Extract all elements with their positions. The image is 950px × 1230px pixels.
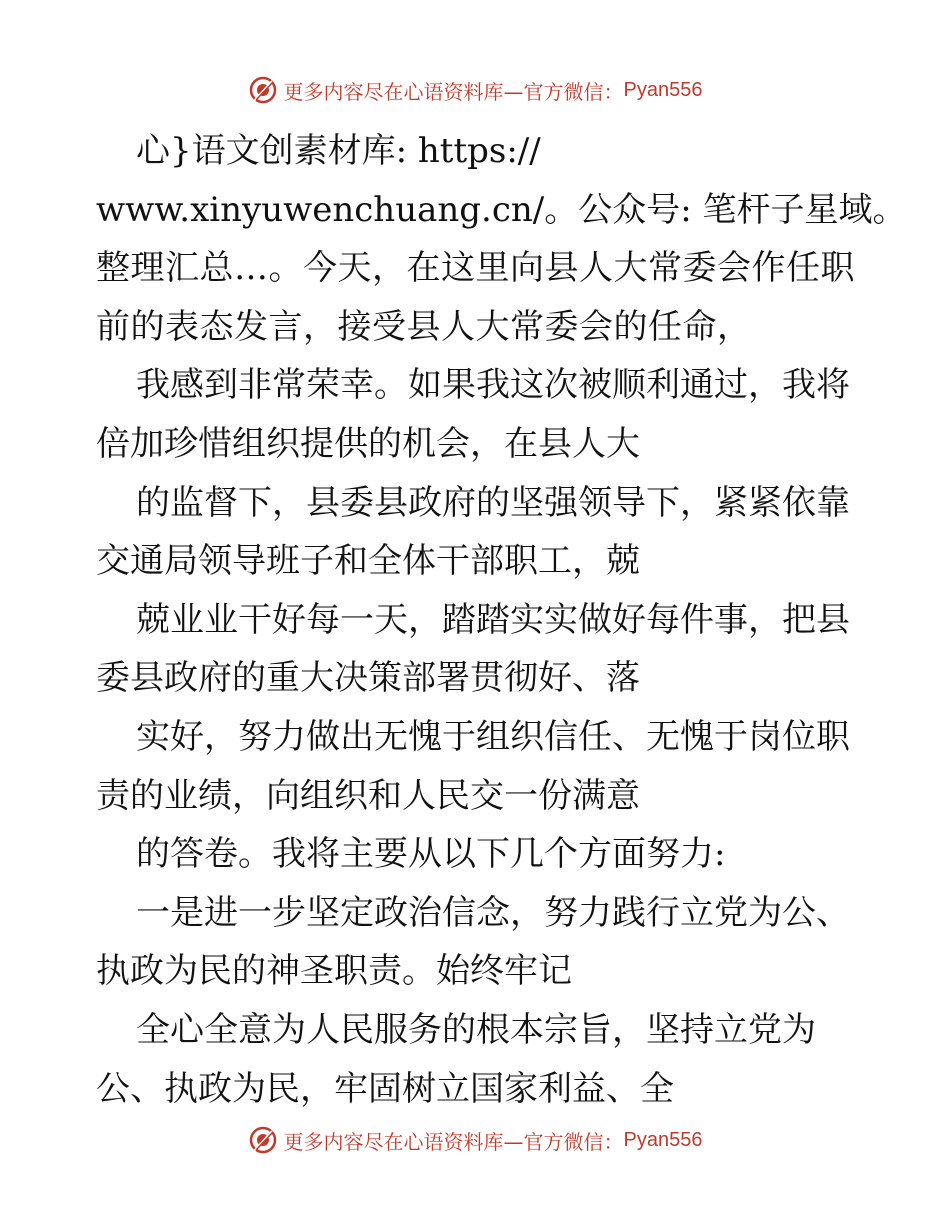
- body-line: 一是进一步坚定政治信念，努力践行立党为公、: [136, 892, 850, 933]
- quill-logo-icon: [248, 1125, 278, 1155]
- body-line: 执政为民的神圣职责。始终牢记: [96, 951, 572, 992]
- body-line: www.xinyuwenchuang.cn/。公众号: 笔杆子星域。: [96, 189, 907, 230]
- body-line: 交通局领导班子和全体干部职工，兢: [96, 541, 640, 582]
- footer-banner-text: 更多内容尽在心语资料库—官方微信：: [283, 1129, 624, 1154]
- body-line: 兢业业干好每一天，踏踏实实做好每件事，把县: [136, 599, 850, 640]
- header-wechat-id: Pyan556: [623, 78, 703, 101]
- body-line: 实好，努力做出无愧于组织信任、无愧于岗位职: [136, 716, 850, 757]
- quill-logo-icon: [248, 75, 278, 105]
- header-banner: [0, 70, 950, 110]
- header-banner-text: 更多内容尽在心语资料库—官方微信：: [283, 79, 624, 104]
- document-body: [96, 122, 907, 1118]
- body-line: 我感到非常荣幸。如果我这次被顺利通过，我将: [136, 365, 850, 406]
- body-line: 责的业绩，向组织和人民交一份满意: [96, 775, 640, 816]
- body-line: 整理汇总…。今天，在这里向县人大常委会作任职: [96, 248, 855, 289]
- body-line: 公、执政为民，牢固树立国家利益、全: [96, 1068, 674, 1109]
- body-line: 的监督下，县委县政府的坚强领导下，紧紧依靠: [136, 482, 850, 523]
- body-line: 的答卷。我将主要从以下几个方面努力:: [136, 834, 726, 875]
- footer-banner: [0, 1120, 950, 1160]
- body-line: 倍加珍惜组织提供的机会，在县人大: [96, 423, 640, 464]
- body-line: 委县政府的重大决策部署贯彻好、落: [96, 658, 640, 699]
- body-line: 前的表态发言，接受县人大常委会的任命，: [96, 306, 752, 347]
- body-line: 心}语文创素材库: https://: [136, 131, 541, 171]
- body-line: 全心全意为人民服务的根本宗旨，坚持立党为: [136, 1009, 816, 1050]
- footer-wechat-id: Pyan556: [623, 1128, 703, 1151]
